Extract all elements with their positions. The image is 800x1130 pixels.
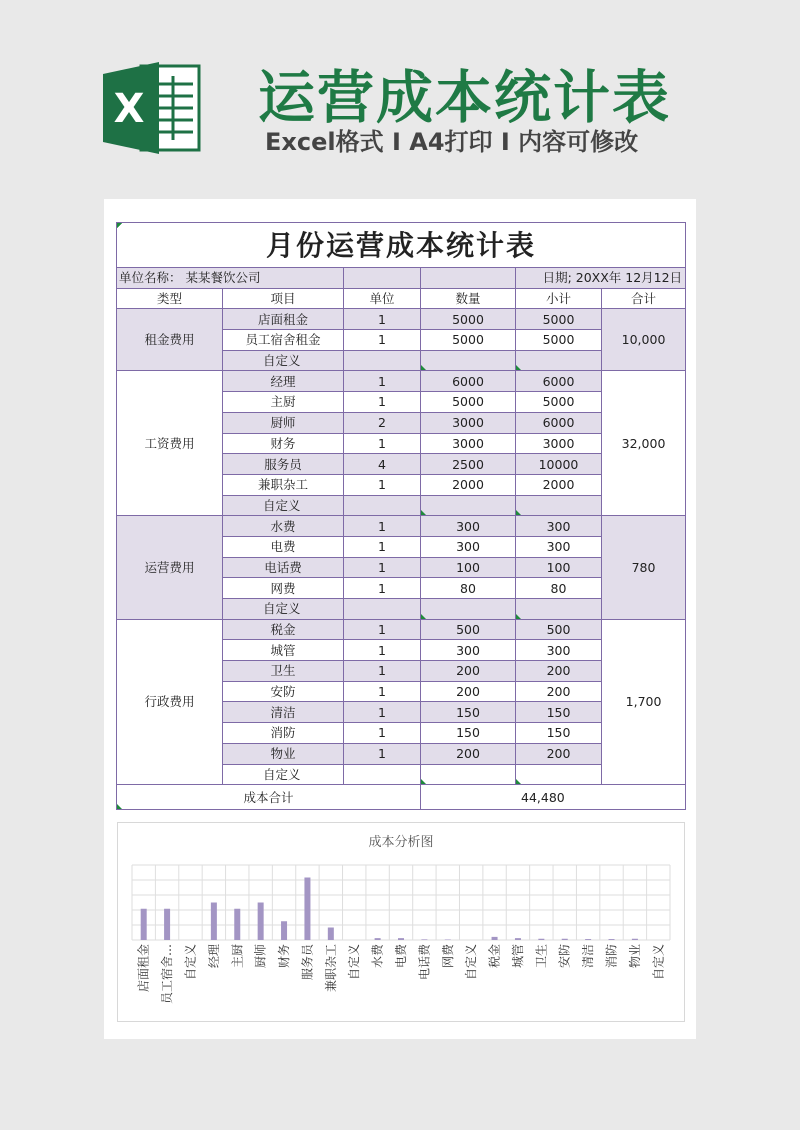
- item-cell[interactable]: 主厨: [223, 392, 344, 413]
- item-cell[interactable]: 消防: [223, 723, 344, 744]
- qty-cell[interactable]: 5000: [421, 392, 516, 413]
- group-type-cell[interactable]: 行政费用: [117, 619, 223, 785]
- item-cell[interactable]: 城管: [223, 640, 344, 661]
- item-cell[interactable]: 厨师: [223, 412, 344, 433]
- chart-bar: [328, 928, 334, 941]
- unit-cell[interactable]: 4: [344, 454, 421, 475]
- item-cell[interactable]: 店面租金: [223, 309, 344, 330]
- unit-cell[interactable]: 1: [344, 330, 421, 351]
- chart-category-label: 自定义: [183, 944, 198, 981]
- qty-cell[interactable]: 3000: [421, 412, 516, 433]
- item-cell[interactable]: 物业: [223, 743, 344, 764]
- chart-category-label: 税金: [487, 944, 502, 969]
- chart-bar: [632, 939, 638, 940]
- item-cell[interactable]: 自定义: [223, 764, 344, 785]
- subtotal-cell[interactable]: 6000: [516, 371, 602, 392]
- header-item[interactable]: 项目: [223, 288, 344, 309]
- chart-bar: [234, 909, 240, 940]
- subtotal-cell[interactable]: 3000: [516, 433, 602, 454]
- unit-cell[interactable]: 1: [344, 433, 421, 454]
- item-cell[interactable]: 经理: [223, 371, 344, 392]
- header-subtotal[interactable]: 小计: [516, 288, 602, 309]
- unit-cell[interactable]: 1: [344, 578, 421, 599]
- qty-cell[interactable]: [421, 764, 516, 785]
- chart-bar: [304, 878, 310, 941]
- item-cell[interactable]: 自定义: [223, 350, 344, 371]
- chart-bar: [445, 940, 451, 941]
- chart-category-label: 安防: [557, 944, 572, 969]
- qty-cell[interactable]: 2000: [421, 474, 516, 495]
- subtotal-cell[interactable]: 500: [516, 619, 602, 640]
- qty-cell[interactable]: 2500: [421, 454, 516, 475]
- chart-category-label: 水费: [370, 944, 385, 969]
- sheet-title[interactable]: 月份运营成本统计表: [117, 223, 686, 268]
- subtotal-cell[interactable]: [516, 495, 602, 516]
- blank-cell[interactable]: [421, 268, 516, 289]
- cost-table: [116, 222, 686, 810]
- subtotal-cell[interactable]: 80: [516, 578, 602, 599]
- unit-cell[interactable]: 1: [344, 681, 421, 702]
- item-cell[interactable]: 电话费: [223, 557, 344, 578]
- chart-category-label: 厨师: [253, 944, 268, 969]
- qty-cell[interactable]: 150: [421, 702, 516, 723]
- item-cell[interactable]: 清洁: [223, 702, 344, 723]
- item-cell[interactable]: 服务员: [223, 454, 344, 475]
- subtotal-cell[interactable]: [516, 599, 602, 620]
- qty-cell[interactable]: 300: [421, 640, 516, 661]
- subtotal-cell[interactable]: 5000: [516, 330, 602, 351]
- qty-cell[interactable]: 150: [421, 723, 516, 744]
- unit-cell[interactable]: 1: [344, 536, 421, 557]
- qty-cell[interactable]: 6000: [421, 371, 516, 392]
- header-qty[interactable]: 数量: [421, 288, 516, 309]
- group-type-cell[interactable]: 运营费用: [117, 516, 223, 619]
- unit-cell[interactable]: [344, 495, 421, 516]
- group-total-cell[interactable]: 1,700: [602, 619, 686, 785]
- qty-cell[interactable]: [421, 599, 516, 620]
- grand-total-label[interactable]: 成本合计: [117, 785, 421, 810]
- chart-bar: [164, 909, 170, 940]
- chart-category-label: 员工宿舍…: [160, 944, 175, 1005]
- unit-cell[interactable]: 1: [344, 702, 421, 723]
- chart-category-label: 主厨: [230, 944, 245, 969]
- unit-cell[interactable]: 2: [344, 412, 421, 433]
- unit-cell[interactable]: 1: [344, 743, 421, 764]
- chart-bar: [585, 939, 591, 940]
- chart-bar: [515, 938, 521, 940]
- chart-category-label: 网费: [440, 944, 455, 969]
- qty-cell[interactable]: 80: [421, 578, 516, 599]
- subtotal-cell[interactable]: [516, 350, 602, 371]
- chart-bar: [421, 939, 427, 940]
- unit-name-cell[interactable]: 单位名称： 某某餐饮公司: [117, 268, 344, 289]
- subtotal-cell[interactable]: 300: [516, 516, 602, 537]
- qty-cell[interactable]: [421, 495, 516, 516]
- chart-bar: [562, 939, 568, 940]
- chart-bar: [492, 937, 498, 940]
- subtotal-cell[interactable]: 200: [516, 681, 602, 702]
- subtotal-cell[interactable]: 2000: [516, 474, 602, 495]
- qty-cell[interactable]: 200: [421, 661, 516, 682]
- chart-category-label: 经理: [206, 944, 221, 969]
- subtotal-cell[interactable]: 10000: [516, 454, 602, 475]
- chart-category-label: 店面租金: [136, 944, 151, 993]
- chart-category-label: 自定义: [464, 944, 479, 981]
- qty-cell[interactable]: 3000: [421, 433, 516, 454]
- chart-category-label: 兼职杂工: [323, 944, 338, 993]
- item-cell[interactable]: 网费: [223, 578, 344, 599]
- item-cell[interactable]: 安防: [223, 681, 344, 702]
- unit-cell[interactable]: [344, 350, 421, 371]
- qty-cell[interactable]: 300: [421, 536, 516, 557]
- group-total-cell[interactable]: 780: [602, 516, 686, 619]
- group-type-cell[interactable]: 工资费用: [117, 371, 223, 516]
- subtotal-cell[interactable]: 200: [516, 743, 602, 764]
- blank-cell[interactable]: [344, 268, 421, 289]
- page-subtitle: Excel格式 I A4打印 I 内容可修改: [265, 128, 639, 156]
- qty-cell[interactable]: 5000: [421, 330, 516, 351]
- chart-category-label: 电费: [394, 944, 408, 969]
- unit-cell[interactable]: [344, 599, 421, 620]
- unit-cell[interactable]: 1: [344, 723, 421, 744]
- chart-category-label: 电话费: [417, 944, 432, 981]
- unit-cell[interactable]: 1: [344, 371, 421, 392]
- qty-cell[interactable]: 500: [421, 619, 516, 640]
- subtotal-cell[interactable]: 150: [516, 723, 602, 744]
- grand-total-value[interactable]: 44,480: [421, 785, 686, 810]
- unit-cell[interactable]: 1: [344, 309, 421, 330]
- item-cell[interactable]: 水费: [223, 516, 344, 537]
- table-row: [117, 309, 686, 330]
- logo-letter: X: [113, 86, 145, 132]
- item-cell[interactable]: 卫生: [223, 661, 344, 682]
- group-type-cell[interactable]: 租金费用: [117, 309, 223, 371]
- item-cell[interactable]: 自定义: [223, 495, 344, 516]
- chart-category-label: 城管: [510, 944, 525, 969]
- subtotal-cell[interactable]: 300: [516, 640, 602, 661]
- subtotal-cell[interactable]: 100: [516, 557, 602, 578]
- chart-bar: [538, 939, 544, 940]
- chart-category-label: 消防: [604, 944, 619, 969]
- table-row: [117, 619, 686, 640]
- date-cell[interactable]: 日期; 20XX年 12月12日: [516, 268, 686, 289]
- chart-category-label: 财务: [277, 944, 292, 969]
- chart-title: 成本分析图: [368, 835, 434, 850]
- unit-cell[interactable]: 1: [344, 516, 421, 537]
- subtotal-cell[interactable]: 5000: [516, 309, 602, 330]
- subtotal-cell[interactable]: [516, 764, 602, 785]
- page-title: 运营成本统计表: [258, 65, 671, 131]
- group-total-cell[interactable]: 10,000: [602, 309, 686, 371]
- chart-bar: [281, 921, 287, 940]
- cost-chart: [117, 822, 685, 1022]
- qty-cell[interactable]: 5000: [421, 309, 516, 330]
- chart-bar: [375, 938, 381, 940]
- item-cell[interactable]: 财务: [223, 433, 344, 454]
- subtotal-cell[interactable]: 5000: [516, 392, 602, 413]
- header-total[interactable]: 合计: [602, 288, 686, 309]
- qty-cell[interactable]: 300: [421, 516, 516, 537]
- unit-cell[interactable]: [344, 764, 421, 785]
- unit-cell[interactable]: 1: [344, 661, 421, 682]
- chart-bar: [609, 939, 615, 940]
- item-cell[interactable]: 电费: [223, 536, 344, 557]
- qty-cell[interactable]: 200: [421, 681, 516, 702]
- unit-cell[interactable]: 1: [344, 557, 421, 578]
- subtotal-cell[interactable]: 150: [516, 702, 602, 723]
- chart-category-label: 清洁: [581, 944, 596, 969]
- chart-category-label: 自定义: [651, 944, 666, 981]
- item-cell[interactable]: 兼职杂工: [223, 474, 344, 495]
- chart-category-label: 服务员: [300, 944, 315, 981]
- table-row: [117, 371, 686, 392]
- item-cell[interactable]: 税金: [223, 619, 344, 640]
- chart-category-label: 卫生: [534, 944, 549, 969]
- item-cell[interactable]: 员工宿舍租金: [223, 330, 344, 351]
- group-total-cell[interactable]: 32,000: [602, 371, 686, 516]
- unit-cell[interactable]: 1: [344, 640, 421, 661]
- chart-bar: [258, 903, 264, 941]
- chart-bar: [211, 903, 217, 941]
- grand-total-row: [117, 785, 686, 810]
- qty-cell[interactable]: 200: [421, 743, 516, 764]
- qty-cell[interactable]: 100: [421, 557, 516, 578]
- subtotal-cell[interactable]: 200: [516, 661, 602, 682]
- unit-cell[interactable]: 1: [344, 392, 421, 413]
- unit-cell[interactable]: 1: [344, 474, 421, 495]
- header-unit[interactable]: 单位: [344, 288, 421, 309]
- subtotal-cell[interactable]: 6000: [516, 412, 602, 433]
- item-cell[interactable]: 自定义: [223, 599, 344, 620]
- chart-canvas: [118, 823, 684, 1021]
- chart-bar: [141, 909, 147, 940]
- table-row: [117, 516, 686, 537]
- qty-cell[interactable]: [421, 350, 516, 371]
- chart-category-label: 物业: [627, 944, 642, 969]
- excel-logo-icon: [103, 62, 201, 154]
- subtotal-cell[interactable]: 300: [516, 536, 602, 557]
- unit-cell[interactable]: 1: [344, 619, 421, 640]
- chart-bar: [398, 938, 404, 940]
- chart-category-label: 自定义: [347, 944, 362, 981]
- header-type[interactable]: 类型: [117, 288, 223, 309]
